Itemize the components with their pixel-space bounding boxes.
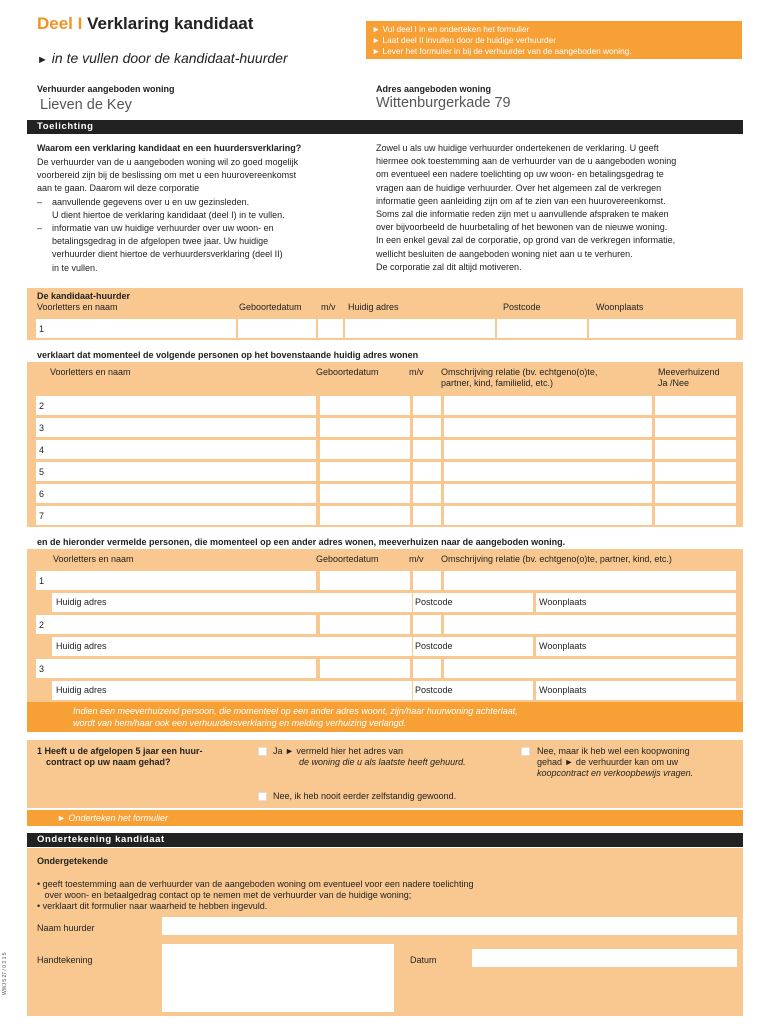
current-col-move: Meeverhuizend Ja /Nee bbox=[658, 367, 720, 388]
current-dob-field[interactable] bbox=[320, 484, 410, 503]
signing-header: Ondertekening kandidaat bbox=[27, 833, 743, 847]
instruction-3: ► Lever het formulier in bij de verhuurder van de aangeboden woning. bbox=[372, 46, 632, 56]
other-rel-field[interactable] bbox=[444, 615, 736, 634]
current-rel-field[interactable] bbox=[444, 462, 652, 481]
never-checkbox[interactable] bbox=[258, 792, 267, 801]
kandidaat-title: De kandidaat-huurder bbox=[37, 291, 131, 301]
current-move-field[interactable] bbox=[655, 396, 736, 415]
other-mv-field[interactable] bbox=[413, 571, 441, 590]
other-title: en de hieronder vermelde personen, die momenteel op een ander adres wonen, meeverhuizen naar de aangeboden woning. bbox=[37, 537, 566, 547]
undersigned-label: Ondergetekende bbox=[37, 856, 109, 866]
current-mv-field[interactable] bbox=[413, 440, 441, 459]
col-dob: Geboortedatum bbox=[239, 302, 302, 312]
other-name-field[interactable] bbox=[36, 659, 316, 678]
col-name: Voorletters en naam bbox=[37, 302, 118, 312]
current-rel-field[interactable] bbox=[444, 506, 652, 525]
row-number: 2 bbox=[39, 401, 45, 411]
current-col-rel: Omschrijving relatie (bv. echtgeno(o)te, partner, kind, familielid, etc.) bbox=[441, 367, 598, 388]
arrow-icon: ► bbox=[57, 813, 66, 823]
current-name-field[interactable] bbox=[36, 462, 316, 481]
current-col-mv: m/v bbox=[409, 367, 424, 377]
other-col-rel: Omschrijving relatie (bv. echtgeno(o)te, partner, kind, etc.) bbox=[441, 554, 672, 564]
address-value: Wittenburgerkade 79 bbox=[376, 95, 511, 111]
sign-prompt-band: ► Onderteken het formulier bbox=[27, 810, 743, 826]
other-col-mv: m/v bbox=[409, 554, 424, 564]
row-number: 1 bbox=[39, 324, 45, 334]
current-mv-field[interactable] bbox=[413, 462, 441, 481]
signing-bullets: • geeft toestemming aan de verhuurder van de aangeboden woning om eventueel voor een nadere toelichting over woon- en betaalgedrag contact op te nemen met de verhuurder van de huidige woning; • verklaart dit formulier naar waarheid te hebben ingevuld. bbox=[37, 879, 474, 911]
row-number: 1 bbox=[39, 576, 45, 586]
other-dob-field[interactable] bbox=[320, 615, 410, 634]
other-name-field[interactable] bbox=[36, 571, 316, 590]
landlord-label: Verhuurder aangeboden woning bbox=[37, 84, 175, 94]
toelichting-right: Zowel u als uw huidige verhuurder ondertekenen de verklaring. U geeft hiermee ook toestemming aan de verhuurder van de u aangeboden woning om eventueel een nadere toelichting op uw woon- en betalingsgedrag te vragen aan de huidige verhuurder. Over het algemeen zal de verkregen informatie geen aanleiding zijn om af te zien van een huurovereenkomst. Soms zal die informatie reden zijn met u aanvullende afspraken te maken over bijvoorbeeld de huurbetaling of het bewonen van de nieuwe woning. In een enkel geval zal de corporatie, op grond van de verkregen informatie, wellicht besluiten de aangeboden woning niet aan u te verhuren. De corporatie zal dit altijd motiveren. bbox=[376, 143, 677, 272]
row-number: 5 bbox=[39, 467, 45, 477]
current-title: verklaart dat momenteel de volgende personen op het bovenstaande huidig adres wonen bbox=[37, 350, 419, 360]
date-label: Datum bbox=[410, 955, 437, 965]
current-col-name: Voorletters en naam bbox=[50, 367, 131, 377]
current-rel-field[interactable] bbox=[444, 484, 652, 503]
other-rel-field[interactable] bbox=[444, 571, 736, 590]
other-dob-field[interactable] bbox=[320, 571, 410, 590]
current-move-field[interactable] bbox=[655, 462, 736, 481]
current-name-field[interactable] bbox=[36, 484, 316, 503]
other-postcode-label: Postcode bbox=[415, 641, 453, 651]
other-mv-field[interactable] bbox=[413, 615, 441, 634]
row-number: 3 bbox=[39, 664, 45, 674]
kandidaat-dob-field[interactable] bbox=[238, 319, 316, 338]
row-number: 7 bbox=[39, 511, 45, 521]
page-subtitle: ► in te vullen door de kandidaat-huurder bbox=[37, 50, 288, 66]
current-dob-field[interactable] bbox=[320, 418, 410, 437]
never-option: Nee, ik heb nooit eerder zelfstandig gewoond. bbox=[273, 791, 457, 801]
question-text: 1 Heeft u de afgelopen 5 jaar een huur- contract op uw naam gehad? bbox=[37, 746, 203, 767]
other-postcode-label: Postcode bbox=[415, 685, 453, 695]
instructions-box bbox=[366, 21, 742, 59]
kandidaat-name-field[interactable] bbox=[36, 319, 236, 338]
deel-label: Deel I bbox=[37, 14, 83, 33]
col-addr: Huidig adres bbox=[348, 302, 399, 312]
signature-label: Handtekening bbox=[37, 955, 93, 965]
current-name-field[interactable] bbox=[36, 418, 316, 437]
current-move-field[interactable] bbox=[655, 506, 736, 525]
title-text: Verklaring kandidaat bbox=[87, 14, 254, 33]
current-name-field[interactable] bbox=[36, 440, 316, 459]
toelichting-left: De verhuurder van de u aangeboden woning wil zo goed mogelijk voorbereid zijn bij de beslissing om met u een huurovereenkomst aan te gaan. Daarom wil deze corporatie – aanvullende gegevens over u en uw gezinsleden. U dient hiertoe de verklaring kandidaat (deel I) in te vullen. – informatie van uw huidige verhuurder over uw woon- en betalingsgedrag in de afgelopen twee jaar. Uw huidige verhuurder dient hiertoe de verhuurdersverklaring (deel II) in te vullen. bbox=[37, 157, 299, 273]
current-rel-field[interactable] bbox=[444, 418, 652, 437]
kandidaat-postcode-field[interactable] bbox=[497, 319, 587, 338]
current-dob-field[interactable] bbox=[320, 462, 410, 481]
current-name-field[interactable] bbox=[36, 396, 316, 415]
yes-checkbox[interactable] bbox=[258, 747, 267, 756]
kandidaat-city-field[interactable] bbox=[589, 319, 736, 338]
current-name-field[interactable] bbox=[36, 506, 316, 525]
col-postcode: Postcode bbox=[503, 302, 541, 312]
name-field[interactable] bbox=[162, 917, 737, 935]
page-title bbox=[37, 14, 253, 34]
form-code: WWJ 5 27 / 0 3 1 5 bbox=[2, 952, 8, 995]
current-move-field[interactable] bbox=[655, 440, 736, 459]
no-koop-checkbox[interactable] bbox=[521, 747, 530, 756]
current-dob-field[interactable] bbox=[320, 506, 410, 525]
other-addr-label: Huidig adres bbox=[56, 685, 107, 695]
kandidaat-addr-field[interactable] bbox=[345, 319, 495, 338]
other-rel-field[interactable] bbox=[444, 659, 736, 678]
address-label: Adres aangeboden woning bbox=[376, 84, 492, 94]
no-koop-option: Nee, maar ik heb wel een koopwoning gehad ► de verhuurder kan om uw koopcontract en verkoopbewijs vragen. bbox=[537, 746, 694, 778]
other-postcode-label: Postcode bbox=[415, 597, 453, 607]
current-dob-field[interactable] bbox=[320, 396, 410, 415]
current-col-dob: Geboortedatum bbox=[316, 367, 379, 377]
name-label: Naam huurder bbox=[37, 923, 95, 933]
current-mv-field[interactable] bbox=[413, 484, 441, 503]
arrow-icon: ► bbox=[37, 54, 48, 66]
current-move-field[interactable] bbox=[655, 418, 736, 437]
other-col-dob: Geboortedatum bbox=[316, 554, 379, 564]
toelichting-question: Waarom een verklaring kandidaat en een huurdersverklaring? bbox=[37, 143, 302, 153]
other-city-label: Woonplaats bbox=[539, 597, 587, 607]
other-col-name: Voorletters en naam bbox=[53, 554, 134, 564]
date-field[interactable] bbox=[472, 949, 737, 967]
row-number: 3 bbox=[39, 423, 45, 433]
current-rel-field[interactable] bbox=[444, 440, 652, 459]
current-move-field[interactable] bbox=[655, 484, 736, 503]
row-number: 4 bbox=[39, 445, 45, 455]
toelichting-header: Toelichting bbox=[27, 120, 743, 134]
instruction-2: ► Laat deel II invullen door de huidige verhuurder bbox=[372, 35, 556, 45]
kandidaat-mv-field[interactable] bbox=[318, 319, 343, 338]
signature-field[interactable] bbox=[162, 944, 394, 1012]
other-city-label: Woonplaats bbox=[539, 685, 587, 695]
other-addr-label: Huidig adres bbox=[56, 641, 107, 651]
current-mv-field[interactable] bbox=[413, 396, 441, 415]
current-mv-field[interactable] bbox=[413, 418, 441, 437]
other-dob-field[interactable] bbox=[320, 659, 410, 678]
yes-option: Ja ► vermeld hier het adres van de woning die u als laatste heeft gehuurd. bbox=[273, 746, 466, 767]
other-mv-field[interactable] bbox=[413, 659, 441, 678]
current-rel-field[interactable] bbox=[444, 396, 652, 415]
row-number: 2 bbox=[39, 620, 45, 630]
col-city: Woonplaats bbox=[596, 302, 644, 312]
landlord-value: Lieven de Key bbox=[40, 97, 132, 113]
other-addr-label: Huidig adres bbox=[56, 597, 107, 607]
instruction-1: ► Vul deel I in en onderteken het formulier bbox=[372, 24, 530, 34]
other-name-field[interactable] bbox=[36, 615, 316, 634]
current-mv-field[interactable] bbox=[413, 506, 441, 525]
row-number: 6 bbox=[39, 489, 45, 499]
other-note: Indien een meeverhuizend persoon, die momenteel op een ander adres woont, zijn/haar huurwoning achterlaat, wordt van hem/haar ook een verhuurdersverklaring en melding verhuizing verlangd. bbox=[27, 702, 743, 732]
col-mv: m/v bbox=[321, 302, 336, 312]
other-city-label: Woonplaats bbox=[539, 641, 587, 651]
current-dob-field[interactable] bbox=[320, 440, 410, 459]
